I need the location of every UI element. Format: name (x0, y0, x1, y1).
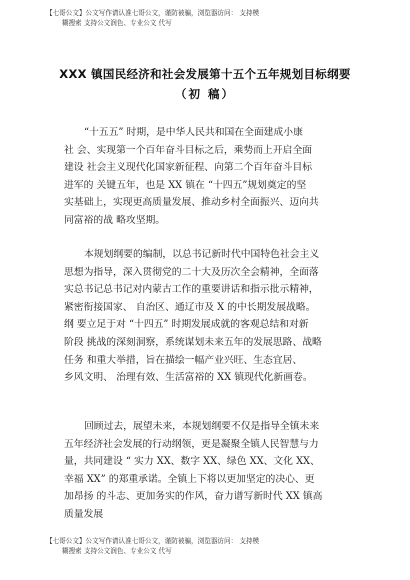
paragraph-line: 加昂扬 的斗志、更加务实的作风，奋力谱写新时代 XX 镇高 (64, 491, 323, 503)
paragraph-line: 社 会、实现第一个百年奋斗目标之后，乘势而上开启全面 (64, 144, 313, 156)
paragraph-line: 回顾过去，展望未来，本规划纲要不仅是指导全镇未来 (84, 421, 320, 432)
paragraph-line: 任务 和重大举措，旨在描绘一幅产业兴旺、生态宜居、 (64, 354, 303, 366)
watermark-footer-line1: 【七哥公文】公文写作请认准七哥公文，谨防被骗，浏览器访问： 支持模 (46, 537, 260, 545)
watermark-footer (46, 536, 376, 556)
paragraph-line: 乡风文明、 治理有效、生活富裕的 XX 镇现代化新画卷。 (64, 372, 313, 384)
paragraph-line: 纲 要立足于对 “十四五” 时期发展成就的客观总结和对新 (64, 319, 309, 331)
paragraph-line: 实基础上，实现更高质量发展、推动乡村全面振兴、迈向共 (64, 197, 319, 209)
paragraph-line: 思想为指导，深入贯彻党的二十大及历次全会精神，全面落 (64, 266, 319, 278)
paragraph-line: 进军的 关键五年，也是 XX 镇在 “十四五”规划奠定的坚 (64, 179, 307, 191)
watermark-header-line2: 糊搜索 支持公文润色、专业公文 代写 (62, 19, 172, 27)
paragraph-1 (64, 124, 348, 230)
paragraph-line: 幸福 XX” 的郑重承诺。全镇上下将以更加坚定的决心、更 (64, 473, 315, 485)
paragraph-line: 量，共同建设 “ 实力 XX、数字 XX、绿色 XX、文化 XX、 (64, 456, 320, 468)
watermark-header-line1: 【七哥公文】公文写作请认准七哥公文，谨防被骗，浏览器访问： 支持模 (46, 9, 260, 17)
paragraph-line: 建设 社会主义现代化国家新征程、向第二个百年奋斗目标 (64, 162, 313, 174)
paragraph-line: 同富裕的战 略攻坚期。 (64, 214, 166, 226)
paragraph-3 (64, 418, 348, 524)
paragraph-line: 质量发展 (64, 508, 104, 520)
paragraph-2 (64, 246, 348, 387)
document-subtitle: （初 稿） (174, 87, 235, 101)
paragraph-line: 阶段 挑战的深刻洞察，系统谋划未来五年的发展思路、战略 (64, 336, 322, 348)
paragraph-line: 紧密衔接国家、 自治区、通辽市及 X 的中长期发展战略。 (64, 301, 316, 313)
paragraph-line: 实总书记总书记对内蒙古工作的重要讲话和指示批示精神， (64, 284, 319, 296)
watermark-header (46, 8, 376, 28)
paragraph-line: 本规划纲要的编制，以总书记新时代中国特色社会主义 (84, 249, 320, 260)
watermark-footer-line2: 糊搜索 支持公文润色、专业公文 代写 (62, 547, 172, 555)
paragraph-line: “十五五” 时期，是中华人民共和国在全面建成小康 (84, 127, 303, 138)
document-title: XXX 镇国民经济和社会发展第十五个五年规划目标纲要 (59, 67, 351, 81)
paragraph-line: 五年经济社会发展的行动纲领，更是凝聚全镇人民智慧与力 (64, 438, 319, 450)
